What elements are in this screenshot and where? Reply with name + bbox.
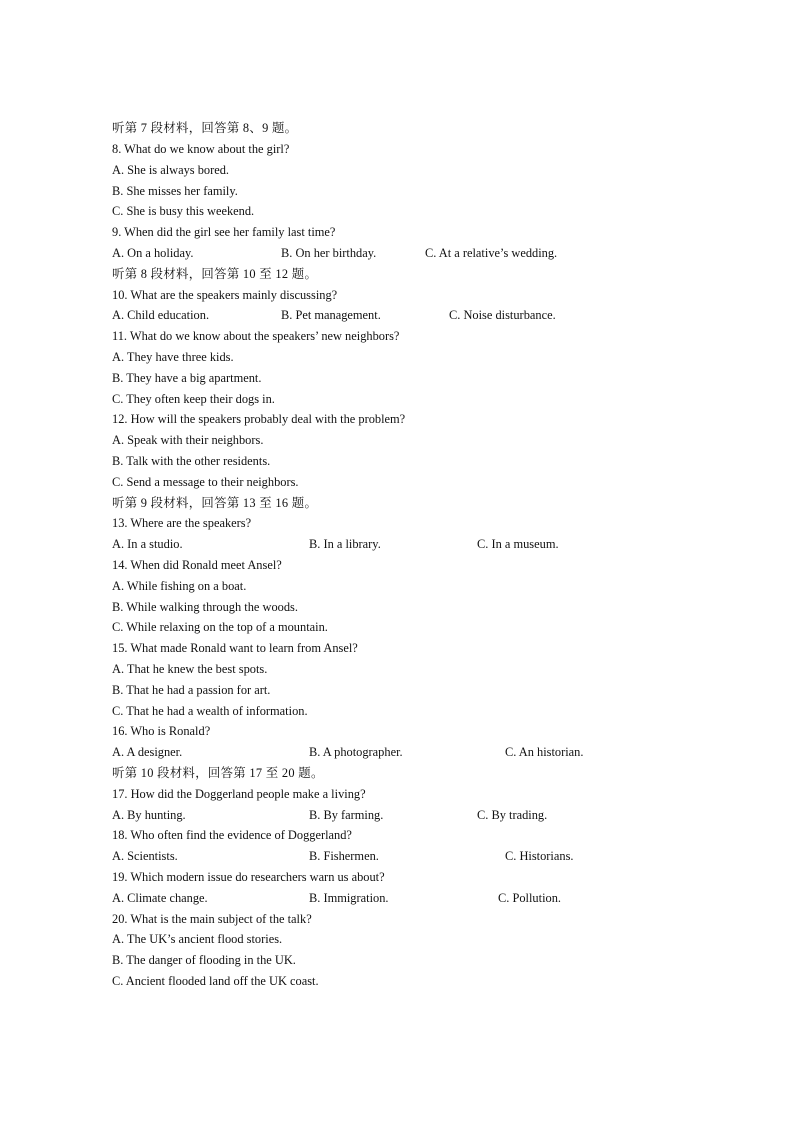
section-header: 听第 8 段材料，回答第 10 至 12 题。 xyxy=(112,267,318,281)
option-17b: B. By farming. xyxy=(309,808,384,822)
option-13b: B. In a library. xyxy=(309,537,381,551)
option-16c: C. An historian. xyxy=(505,745,584,759)
question-8: 8. What do we know about the girl? xyxy=(112,142,290,156)
option-9b: B. On her birthday. xyxy=(281,246,377,260)
option-17c: C. By trading. xyxy=(477,808,548,822)
option-11b: B. They have a big apartment. xyxy=(112,371,262,385)
section-header: 听第 7 段材料，回答第 8、9 题。 xyxy=(112,121,298,135)
question-20: 20. What is the main subject of the talk? xyxy=(112,912,312,926)
options-row-18 xyxy=(112,846,712,866)
options-row-16 xyxy=(112,742,712,762)
options-row-10 xyxy=(112,305,712,325)
option-20b: B. The danger of flooding in the UK. xyxy=(112,953,296,967)
option-18c: C. Historians. xyxy=(505,849,574,863)
options-row-17 xyxy=(112,805,712,825)
options-row-9 xyxy=(112,243,712,263)
question-16: 16. Who is Ronald? xyxy=(112,724,211,738)
option-15c: C. That he had a wealth of information. xyxy=(112,704,308,718)
option-16b: B. A photographer. xyxy=(309,745,403,759)
option-14c: C. While relaxing on the top of a mountain. xyxy=(112,620,328,634)
section-header: 听第 9 段材料，回答第 13 至 16 题。 xyxy=(112,496,318,510)
question-12: 12. How will the speakers probably deal with the problem? xyxy=(112,412,406,426)
option-10c: C. Noise disturbance. xyxy=(449,308,556,322)
option-13c: C. In a museum. xyxy=(477,537,559,551)
question-11: 11. What do we know about the speakers’ new neighbors? xyxy=(112,329,400,343)
options-row-13 xyxy=(112,534,712,554)
option-8b: B. She misses her family. xyxy=(112,184,238,198)
option-9a: A. On a holiday. xyxy=(112,246,194,260)
options-row-19 xyxy=(112,888,712,908)
option-14b: B. While walking through the woods. xyxy=(112,600,298,614)
option-9c: C. At a relative’s wedding. xyxy=(425,246,558,260)
option-15a: A. That he knew the best spots. xyxy=(112,662,268,676)
question-14: 14. When did Ronald meet Ansel? xyxy=(112,558,282,572)
option-12c: C. Send a message to their neighbors. xyxy=(112,475,299,489)
section-header: 听第 10 段材料，回答第 17 至 20 题。 xyxy=(112,766,324,780)
option-18a: A. Scientists. xyxy=(112,849,178,863)
question-17: 17. How did the Doggerland people make a living? xyxy=(112,787,366,801)
question-15: 15. What made Ronald want to learn from Ansel? xyxy=(112,641,358,655)
option-15b: B. That he had a passion for art. xyxy=(112,683,271,697)
option-8c: C. She is busy this weekend. xyxy=(112,204,255,218)
option-19b: B. Immigration. xyxy=(309,891,389,905)
option-18b: B. Fishermen. xyxy=(309,849,379,863)
option-8a: A. She is always bored. xyxy=(112,163,230,177)
question-13: 13. Where are the speakers? xyxy=(112,516,252,530)
option-17a: A. By hunting. xyxy=(112,808,186,822)
option-16a: A. A designer. xyxy=(112,745,183,759)
option-12b: B. Talk with the other residents. xyxy=(112,454,271,468)
option-14a: A. While fishing on a boat. xyxy=(112,579,247,593)
option-12a: A. Speak with their neighbors. xyxy=(112,433,264,447)
option-20c: C. Ancient flooded land off the UK coast. xyxy=(112,974,319,988)
option-11a: A. They have three kids. xyxy=(112,350,234,364)
question-9: 9. When did the girl see her family last time? xyxy=(112,225,336,239)
option-19a: A. Climate change. xyxy=(112,891,208,905)
option-11c: C. They often keep their dogs in. xyxy=(112,392,275,406)
question-10: 10. What are the speakers mainly discussing? xyxy=(112,288,338,302)
option-10a: A. Child education. xyxy=(112,308,210,322)
option-20a: A. The UK’s ancient flood stories. xyxy=(112,932,283,946)
option-13a: A. In a studio. xyxy=(112,537,183,551)
question-18: 18. Who often find the evidence of Doggerland? xyxy=(112,828,352,842)
option-10b: B. Pet management. xyxy=(281,308,381,322)
question-19: 19. Which modern issue do researchers warn us about? xyxy=(112,870,385,884)
option-19c: C. Pollution. xyxy=(498,891,561,905)
